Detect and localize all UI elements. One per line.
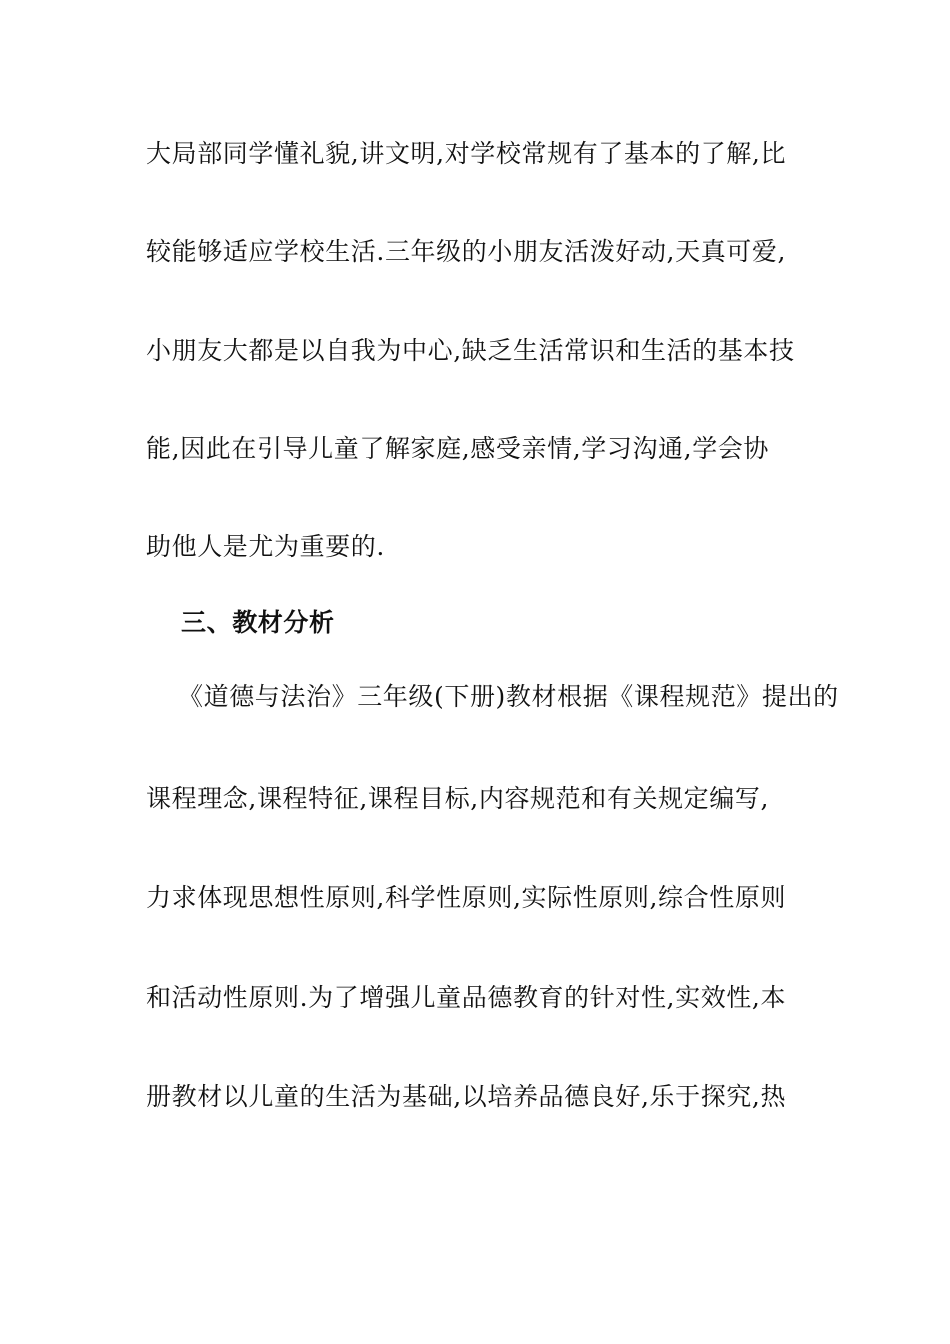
- paragraph-line: 和活动性原则.为了增强儿童品德教育的针对性,实效性,本: [146, 983, 787, 1012]
- paragraph-line: 课程理念,课程特征,课程目标,内容规范和有关规定编写,: [146, 784, 769, 813]
- paragraph-line: 能,因此在引导儿童了解家庭,感受亲情,学习沟通,学会协: [146, 434, 769, 463]
- paragraph-line: 助他人是尤为重要的.: [146, 532, 385, 561]
- paragraph-line: 《道德与法治》三年级(下册)教材根据《课程规范》提出的: [178, 682, 839, 711]
- paragraph-line: 较能够适应学校生活.三年级的小朋友活泼好动,天真可爱,: [146, 237, 787, 266]
- section-heading: 三、教材分析: [181, 608, 335, 637]
- paragraph-line: 大局部同学懂礼貌,讲文明,对学校常规有了基本的了解,比: [146, 139, 787, 168]
- paragraph-line: 小朋友大都是以自我为中心,缺乏生活常识和生活的基本技: [146, 336, 795, 365]
- paragraph-line: 册教材以儿童的生活为基础,以培养品德良好,乐于探究,热: [146, 1082, 787, 1111]
- paragraph-line: 力求体现思想性原则,科学性原则,实际性原则,综合性原则: [146, 883, 787, 912]
